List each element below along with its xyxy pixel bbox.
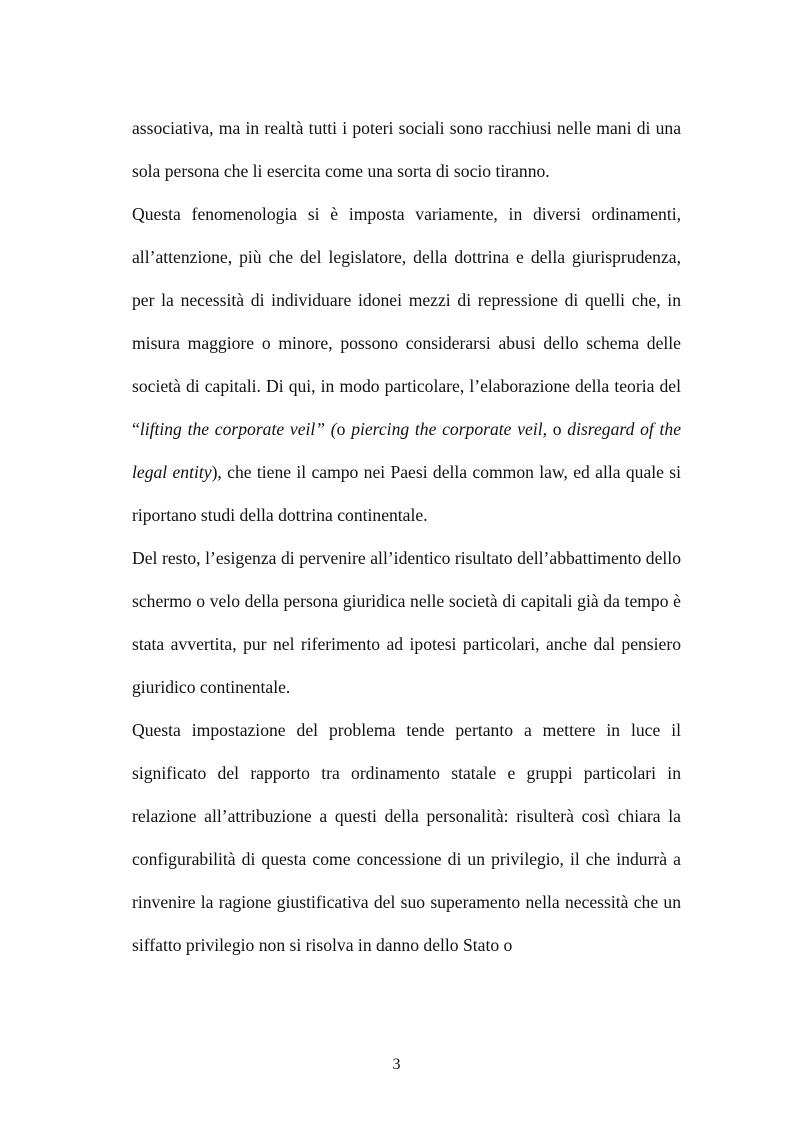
paragraph-4: Questa impostazione del problema tende pertanto a mettere in luce il significato del rapporto tra ordinamento statale e gruppi particolari in relazione all’attribuzione a questi della personalità: risulterà così chiara la configurabilità di questa come concessione di un privilegio, il che indurrà a rinvenire la ragione giustificativa del suo superamento nella necessità che un siffatto privilegio non si risolva in danno dello Stato o xyxy=(132,720,681,955)
page-number: 3 xyxy=(392,1056,401,1073)
paragraph-2 xyxy=(132,193,681,537)
italic-term-lifting: lifting the corporate veil” ( xyxy=(139,419,337,439)
italic-term-disregard: disregard of the legal entity xyxy=(132,419,682,482)
paragraph-2-text-a: Questa fenomenologia si è imposta variamente, in diversi ordinamenti, all’attenzione, più che del legislatore, della dottrina e della giurisprudenza, per la necessità di individuare idonei mezzi di repressione di quelli che, in misura maggiore o minore, possono considerarsi abusi dello schema delle società di capitali. Di qui, in modo particolare, l’elaborazione della teoria del “ xyxy=(132,204,681,439)
body-text xyxy=(132,107,681,967)
paragraph-1: associativa, ma in realtà tutti i poteri sociali sono racchiusi nelle mani di una sola persona che li esercita come una sorta di socio tiranno. xyxy=(132,118,681,181)
italic-term-piercing: piercing the corporate veil, xyxy=(351,419,548,439)
paragraph-3: Del resto, l’esigenza di pervenire all’identico risultato dell’abbattimento dello schermo o velo della persona giuridica nelle società di capitali già da tempo è stata avvertita, pur nel riferimento ad ipotesi particolari, anche dal pensiero giuridico continentale. xyxy=(132,548,681,697)
paragraph-2-text-d: ), che tiene il campo nei Paesi della common law, ed alla quale si riportano studi della dottrina continentale. xyxy=(132,462,681,525)
paragraph-2-text-c: o xyxy=(547,419,568,439)
paragraph-2-text-b: o xyxy=(336,419,352,439)
